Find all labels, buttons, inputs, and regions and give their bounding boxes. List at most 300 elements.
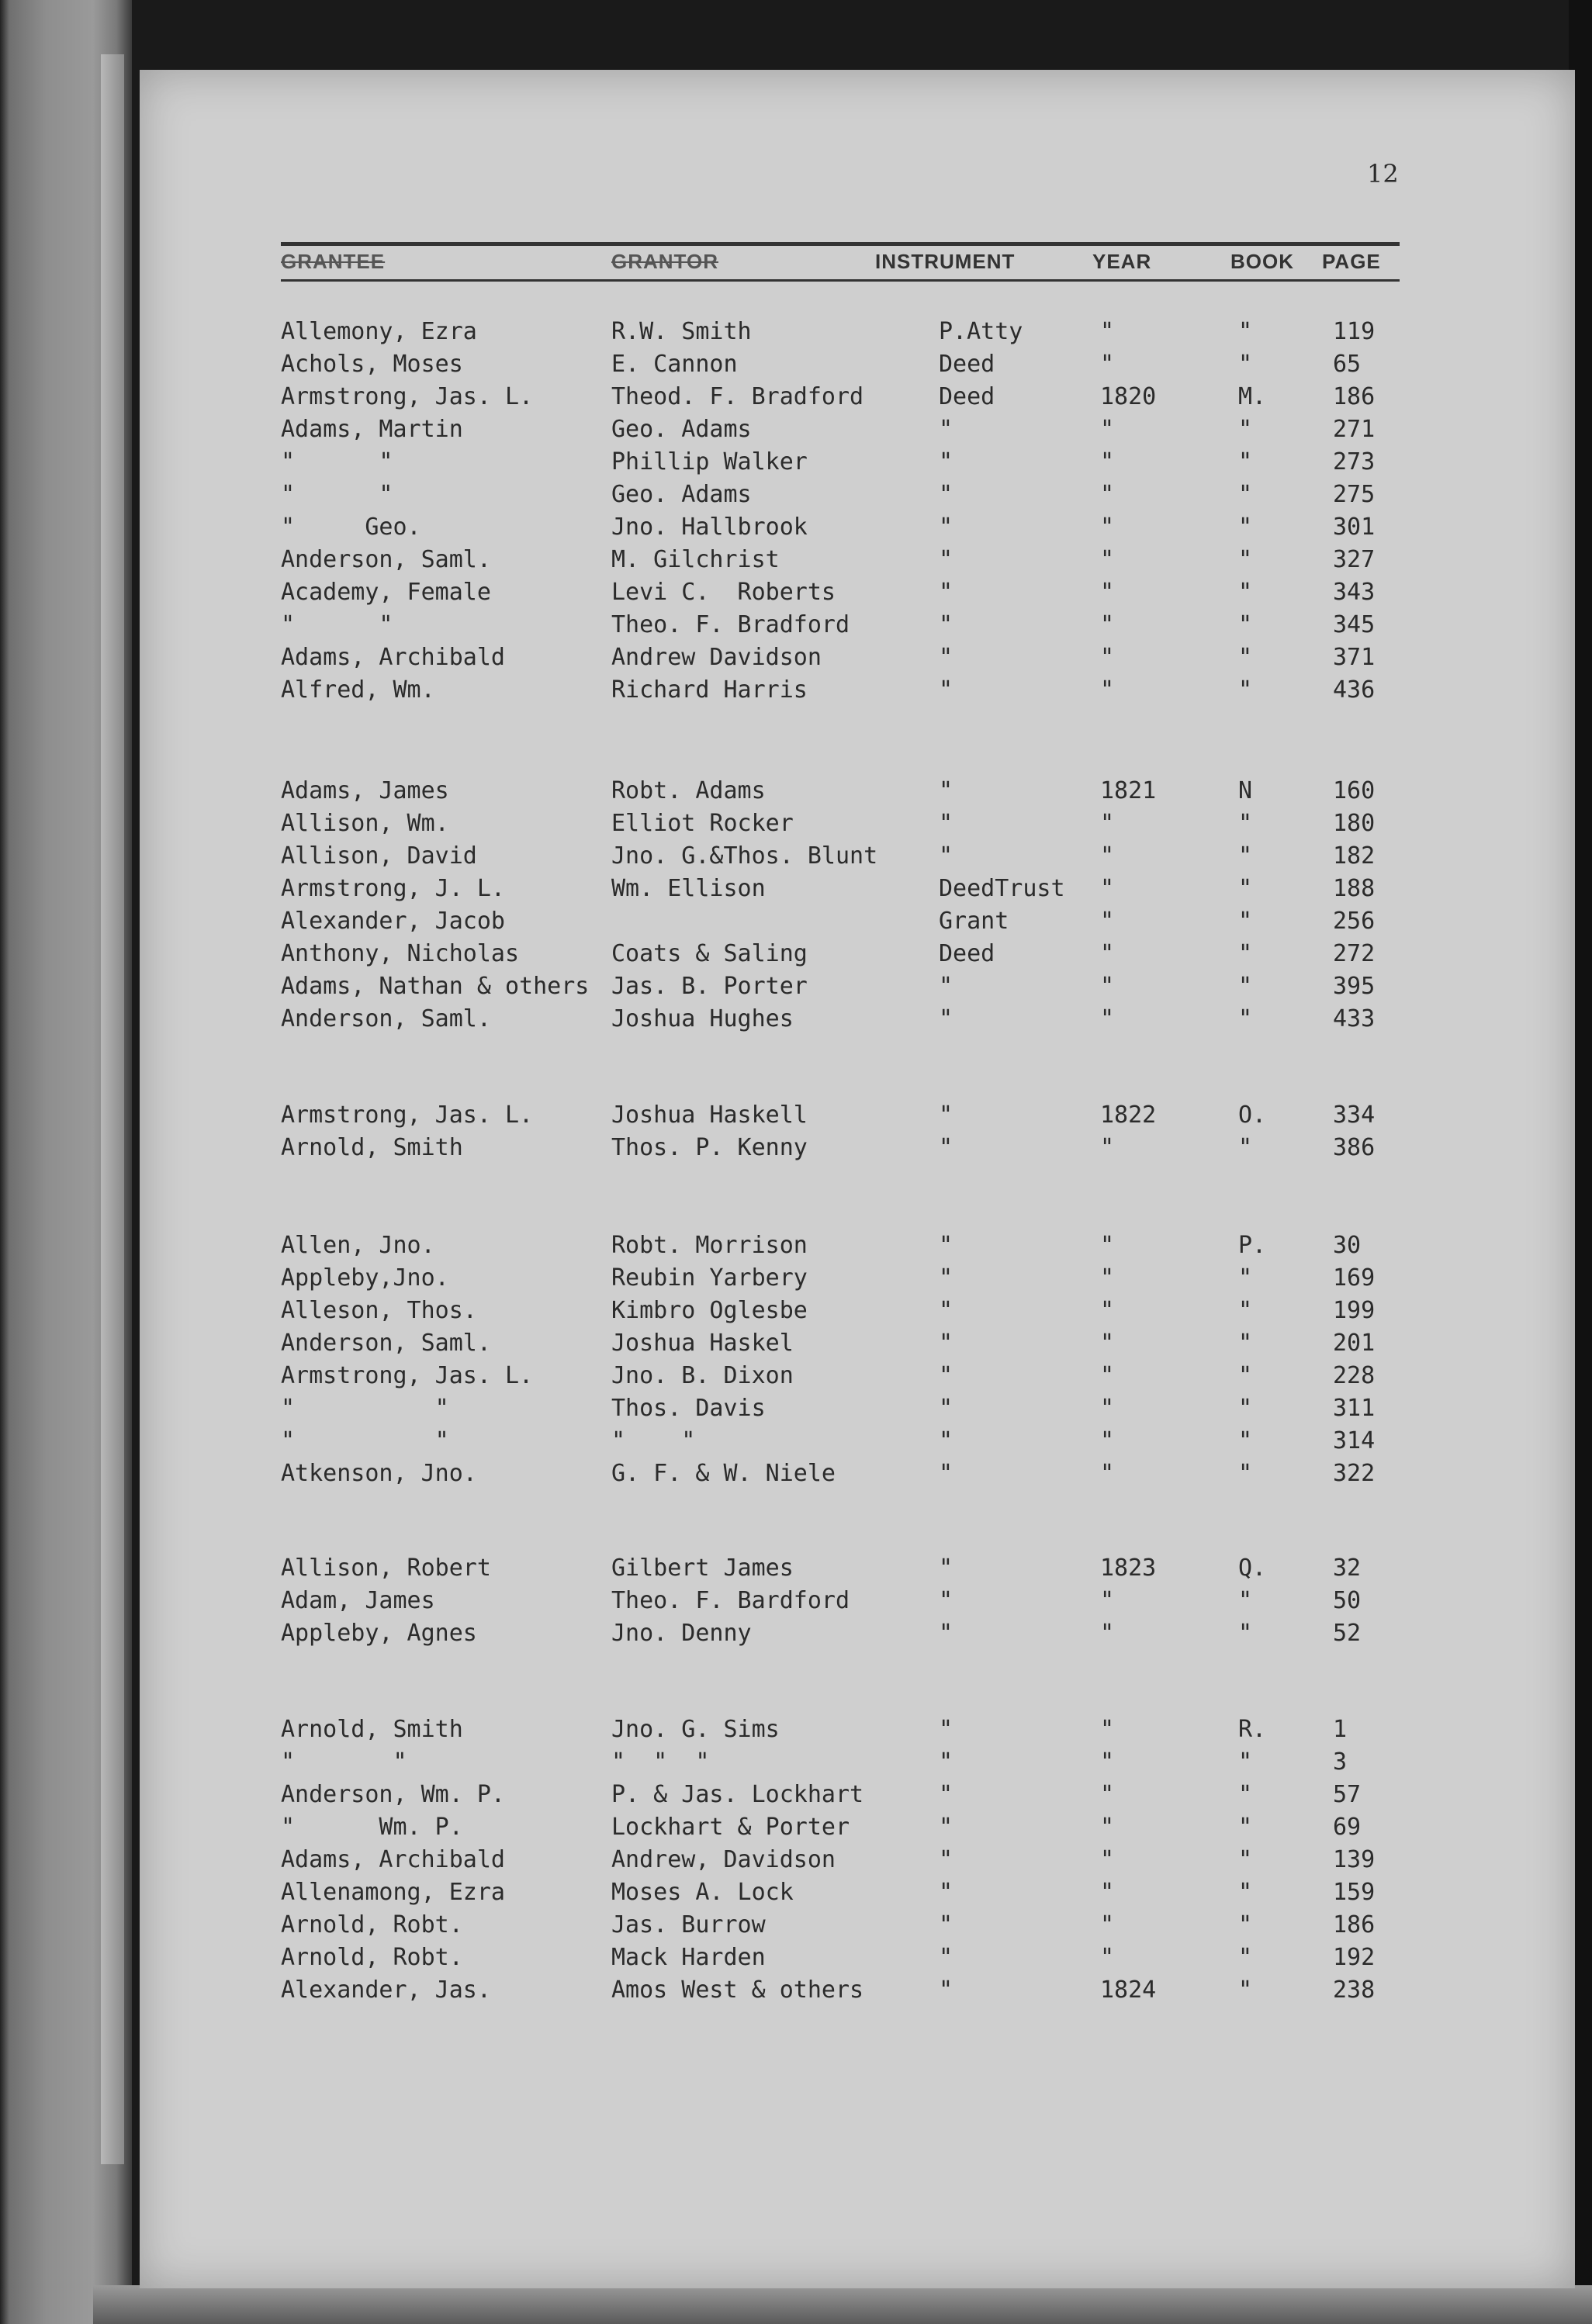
cell-year: ": [1100, 1330, 1115, 1357]
cell-grantor: Jno. G.&Thos. Blunt: [611, 842, 878, 870]
table-row: [0, 1460, 1435, 1491]
cell-year: ": [1100, 810, 1115, 837]
cell-instrument: ": [939, 1232, 953, 1259]
cell-year: ": [1100, 1427, 1115, 1454]
cell-grantor: M. Gilchrist: [611, 546, 780, 573]
table-row: [0, 1911, 1435, 1942]
cell-book: ": [1238, 416, 1253, 443]
cell-page: 30: [1333, 1232, 1362, 1259]
cell-grantee: Achols, Moses: [281, 351, 463, 378]
cell-year: ": [1100, 842, 1115, 870]
cell-grantor: Jas. Burrow: [611, 1911, 766, 1938]
cell-book: ": [1238, 579, 1253, 606]
cell-instrument: ": [939, 1879, 953, 1906]
cell-book: ": [1238, 1427, 1253, 1454]
cell-page: 314: [1333, 1427, 1376, 1454]
cell-instrument: ": [939, 611, 953, 638]
cell-year: ": [1100, 1587, 1115, 1614]
cell-grantee: Adams, James: [281, 777, 449, 804]
table-row: [0, 1976, 1435, 2008]
cell-grantee: Adams, Archibald: [281, 1846, 505, 1873]
cell-grantor: Andrew Davidson: [611, 644, 822, 671]
cell-book: ": [1238, 1976, 1253, 2004]
table-row: [0, 842, 1435, 873]
table-row: [0, 514, 1435, 545]
cell-book: ": [1238, 1134, 1253, 1161]
table-row: [0, 546, 1435, 577]
cell-book: ": [1238, 1587, 1253, 1614]
cell-page: 322: [1333, 1460, 1376, 1487]
cell-page: 327: [1333, 546, 1376, 573]
cell-grantee: Alexander, Jas.: [281, 1976, 491, 2004]
cell-instrument: ": [939, 1620, 953, 1647]
cell-year: 1822: [1100, 1101, 1157, 1129]
cell-grantee: " ": [281, 481, 393, 508]
cell-grantor: Amos West & others: [611, 1976, 864, 2004]
cell-grantee: Allison, Robert: [281, 1555, 491, 1582]
cell-page: 69: [1333, 1814, 1362, 1841]
cell-page: 201: [1333, 1330, 1376, 1357]
cell-grantor: Joshua Hughes: [611, 1005, 794, 1032]
cell-grantee: Academy, Female: [281, 579, 491, 606]
table-row: [0, 318, 1435, 349]
cell-book: N: [1238, 777, 1253, 804]
table-row: [0, 1005, 1435, 1036]
cell-page: 334: [1333, 1101, 1376, 1129]
cell-instrument: ": [939, 1330, 953, 1357]
cell-grantor: Geo. Adams: [611, 481, 752, 508]
cell-book: ": [1238, 908, 1253, 935]
cell-grantee: Arnold, Smith: [281, 1134, 463, 1161]
table-row: [0, 1814, 1435, 1845]
cell-book: ": [1238, 1620, 1253, 1647]
cell-grantee: Alleson, Thos.: [281, 1297, 477, 1324]
cell-page: 119: [1333, 318, 1376, 345]
cell-book: ": [1238, 973, 1253, 1000]
cell-page: 57: [1333, 1781, 1362, 1808]
cell-grantee: Armstrong, Jas. L.: [281, 1101, 534, 1129]
cell-year: ": [1100, 1781, 1115, 1808]
cell-grantee: Appleby, Agnes: [281, 1620, 477, 1647]
cell-grantor: Coats & Saling: [611, 940, 808, 967]
cell-grantor: Jno. Hallbrook: [611, 514, 808, 541]
cell-grantor: Robt. Adams: [611, 777, 766, 804]
cell-grantor: P. & Jas. Lockhart: [611, 1781, 864, 1808]
cell-book: ": [1238, 1814, 1253, 1841]
cell-grantee: " ": [281, 1427, 449, 1454]
table-row: [0, 611, 1435, 642]
cell-page: 343: [1333, 579, 1376, 606]
cell-grantor: Richard Harris: [611, 676, 808, 704]
page-number: 12: [1367, 159, 1399, 188]
cell-page: 3: [1333, 1748, 1348, 1776]
cell-grantor: Theod. F. Bradford: [611, 383, 864, 410]
cell-year: ": [1100, 579, 1115, 606]
cell-grantee: " ": [281, 448, 393, 476]
cell-grantor: E. Cannon: [611, 351, 738, 378]
cell-grantee: " ": [281, 1395, 449, 1422]
header-year: YEAR: [1092, 250, 1152, 273]
table-row: [0, 416, 1435, 447]
cell-instrument: ": [939, 676, 953, 704]
cell-year: ": [1100, 1264, 1115, 1292]
cell-year: ": [1100, 1232, 1115, 1259]
cell-year: ": [1100, 644, 1115, 671]
cell-year: ": [1100, 875, 1115, 902]
cell-page: 1: [1333, 1716, 1348, 1743]
cell-grantor: Phillip Walker: [611, 448, 808, 476]
cell-year: ": [1100, 1134, 1115, 1161]
cell-year: ": [1100, 940, 1115, 967]
cell-book: ": [1238, 514, 1253, 541]
cell-grantee: Appleby,Jno.: [281, 1264, 449, 1292]
cell-book: ": [1238, 1748, 1253, 1776]
cell-grantor: Geo. Adams: [611, 416, 752, 443]
cell-year: ": [1100, 546, 1115, 573]
cell-grantee: " ": [281, 1748, 407, 1776]
cell-book: M.: [1238, 383, 1267, 410]
header-page: PAGE: [1322, 250, 1381, 273]
cell-year: ": [1100, 1944, 1115, 1971]
cell-year: 1823: [1100, 1555, 1157, 1582]
cell-page: 311: [1333, 1395, 1376, 1422]
cell-instrument: ": [939, 1460, 953, 1487]
cell-instrument: ": [939, 1781, 953, 1808]
table-row: [0, 1264, 1435, 1295]
cell-year: ": [1100, 1005, 1115, 1032]
cell-book: ": [1238, 351, 1253, 378]
header-book: BOOK: [1230, 250, 1294, 273]
cell-instrument: ": [939, 1555, 953, 1582]
cell-grantee: Adams, Martin: [281, 416, 463, 443]
cell-grantee: Adam, James: [281, 1587, 435, 1614]
cell-grantor: Levi C. Roberts: [611, 579, 836, 606]
cell-year: ": [1100, 1911, 1115, 1938]
cell-grantor: Andrew, Davidson: [611, 1846, 836, 1873]
cell-book: ": [1238, 1944, 1253, 1971]
cell-instrument: ": [939, 1101, 953, 1129]
cell-grantee: Allen, Jno.: [281, 1232, 435, 1259]
cell-grantee: Alexander, Jacob: [281, 908, 505, 935]
cell-grantee: Allison, Wm.: [281, 810, 449, 837]
table-row: [0, 777, 1435, 808]
cell-book: ": [1238, 1005, 1253, 1032]
cell-instrument: ": [939, 514, 953, 541]
cell-year: ": [1100, 973, 1115, 1000]
cell-year: ": [1100, 416, 1115, 443]
cell-book: ": [1238, 1781, 1253, 1808]
table-row: [0, 940, 1435, 971]
cell-instrument: Deed: [939, 383, 995, 410]
cell-year: ": [1100, 514, 1115, 541]
cell-grantor: Jas. B. Porter: [611, 973, 808, 1000]
cell-grantee: " ": [281, 611, 393, 638]
table-row: [0, 383, 1435, 414]
cell-instrument: ": [939, 1427, 953, 1454]
cell-page: 275: [1333, 481, 1376, 508]
cell-year: ": [1100, 1460, 1115, 1487]
table-row: [0, 810, 1435, 841]
cell-page: 182: [1333, 842, 1376, 870]
cell-page: 139: [1333, 1846, 1376, 1873]
cell-year: ": [1100, 481, 1115, 508]
cell-instrument: ": [939, 481, 953, 508]
cell-grantee: Anderson, Wm. P.: [281, 1781, 505, 1808]
cell-grantee: Allemony, Ezra: [281, 318, 477, 345]
cell-book: P.: [1238, 1232, 1267, 1259]
table-row: [0, 1555, 1435, 1586]
table-row: [0, 1781, 1435, 1812]
cell-grantor: Thos. P. Kenny: [611, 1134, 808, 1161]
cell-instrument: ": [939, 1297, 953, 1324]
cell-page: 345: [1333, 611, 1376, 638]
cell-page: 301: [1333, 514, 1376, 541]
cell-book: ": [1238, 1879, 1253, 1906]
cell-grantor: Joshua Haskell: [611, 1101, 808, 1129]
cell-grantee: Alfred, Wm.: [281, 676, 435, 704]
cell-grantor: G. F. & W. Niele: [611, 1460, 836, 1487]
cell-page: 271: [1333, 416, 1376, 443]
cell-book: ": [1238, 1911, 1253, 1938]
cell-book: ": [1238, 611, 1253, 638]
cell-year: ": [1100, 611, 1115, 638]
cell-grantee: Allenamong, Ezra: [281, 1879, 505, 1906]
cell-page: 186: [1333, 383, 1376, 410]
cell-instrument: ": [939, 1911, 953, 1938]
cell-instrument: ": [939, 1587, 953, 1614]
cell-instrument: ": [939, 1264, 953, 1292]
cell-instrument: ": [939, 1976, 953, 2004]
cell-book: ": [1238, 676, 1253, 704]
cell-grantee: Arnold, Robt.: [281, 1944, 463, 1971]
cell-instrument: ": [939, 416, 953, 443]
cell-instrument: P.Atty: [939, 318, 1023, 345]
cell-book: ": [1238, 1330, 1253, 1357]
cell-grantor: Moses A. Lock: [611, 1879, 794, 1906]
table-row: [0, 908, 1435, 939]
table-row: [0, 351, 1435, 382]
cell-book: ": [1238, 448, 1253, 476]
cell-grantor: Lockhart & Porter: [611, 1814, 850, 1841]
cell-instrument: ": [939, 842, 953, 870]
cell-book: ": [1238, 1846, 1253, 1873]
cell-instrument: ": [939, 1846, 953, 1873]
cell-book: O.: [1238, 1101, 1267, 1129]
cell-book: ": [1238, 1362, 1253, 1389]
cell-book: ": [1238, 1460, 1253, 1487]
table-row: [0, 1587, 1435, 1618]
cell-instrument: ": [939, 777, 953, 804]
cell-instrument: ": [939, 1716, 953, 1743]
cell-year: ": [1100, 318, 1115, 345]
cell-year: ": [1100, 1814, 1115, 1841]
table-row: [0, 1879, 1435, 1910]
cell-book: Q.: [1238, 1555, 1267, 1582]
cell-page: 192: [1333, 1944, 1376, 1971]
cell-grantor: Reubin Yarbery: [611, 1264, 808, 1292]
cell-page: 436: [1333, 676, 1376, 704]
table-row: [0, 676, 1435, 707]
cell-book: ": [1238, 1264, 1253, 1292]
cell-grantee: Armstrong, J. L.: [281, 875, 505, 902]
table-row: [0, 1620, 1435, 1651]
cell-year: ": [1100, 1620, 1115, 1647]
cell-grantor: Mack Harden: [611, 1944, 766, 1971]
table-row: [0, 644, 1435, 675]
cell-instrument: ": [939, 1134, 953, 1161]
cell-year: 1821: [1100, 777, 1157, 804]
cell-grantee: Armstrong, Jas. L.: [281, 383, 534, 410]
cell-instrument: Grant: [939, 908, 1009, 935]
cell-grantor: " ": [611, 1427, 696, 1454]
cell-instrument: ": [939, 1005, 953, 1032]
header-rule-top: [281, 242, 1400, 246]
cell-year: ": [1100, 1395, 1115, 1422]
cell-grantee: " Geo.: [281, 514, 421, 541]
cell-page: 32: [1333, 1555, 1362, 1582]
cell-grantor: Wm. Ellison: [611, 875, 766, 902]
cell-grantor: Thos. Davis: [611, 1395, 766, 1422]
cell-instrument: ": [939, 810, 953, 837]
cell-year: ": [1100, 1716, 1115, 1743]
table-row: [0, 1330, 1435, 1361]
cell-year: ": [1100, 676, 1115, 704]
cell-book: ": [1238, 1297, 1253, 1324]
cell-instrument: ": [939, 1814, 953, 1841]
cell-page: 228: [1333, 1362, 1376, 1389]
header-grantor: GRANTOR: [611, 250, 718, 273]
cell-grantee: Adams, Archibald: [281, 644, 505, 671]
cell-grantor: R.W. Smith: [611, 318, 752, 345]
cell-instrument: ": [939, 1395, 953, 1422]
cell-book: ": [1238, 1395, 1253, 1422]
table-row: [0, 448, 1435, 479]
cell-book: ": [1238, 875, 1253, 902]
table-row: [0, 1748, 1435, 1779]
cell-grantor: Jno. Denny: [611, 1620, 752, 1647]
header-rule-bottom: [281, 279, 1400, 282]
table-row: [0, 1134, 1435, 1165]
cell-page: 188: [1333, 875, 1376, 902]
cell-grantee: Arnold, Smith: [281, 1716, 463, 1743]
cell-grantee: Arnold, Robt.: [281, 1911, 463, 1938]
cell-grantee: Anderson, Saml.: [281, 1330, 491, 1357]
cell-instrument: Deed: [939, 351, 995, 378]
cell-page: 371: [1333, 644, 1376, 671]
cell-year: ": [1100, 448, 1115, 476]
cell-page: 180: [1333, 810, 1376, 837]
cell-book: ": [1238, 546, 1253, 573]
table-row: [0, 1232, 1435, 1263]
cell-year: ": [1100, 1748, 1115, 1776]
cell-year: ": [1100, 1846, 1115, 1873]
cell-page: 395: [1333, 973, 1376, 1000]
cell-instrument: Deed: [939, 940, 995, 967]
header-grantee: GRANTEE: [281, 250, 386, 273]
cell-instrument: ": [939, 546, 953, 573]
cell-grantor: " " ": [611, 1748, 710, 1776]
cell-page: 199: [1333, 1297, 1376, 1324]
cell-grantee: Anderson, Saml.: [281, 1005, 491, 1032]
cell-instrument: ": [939, 1748, 953, 1776]
cell-year: ": [1100, 1297, 1115, 1324]
cell-grantor: Kimbro Oglesbe: [611, 1297, 808, 1324]
cell-grantee: Adams, Nathan & others: [281, 973, 590, 1000]
cell-book: ": [1238, 481, 1253, 508]
cell-grantee: Anthony, Nicholas: [281, 940, 520, 967]
cell-page: 159: [1333, 1879, 1376, 1906]
cell-grantor: Gilbert James: [611, 1555, 794, 1582]
cell-instrument: ": [939, 644, 953, 671]
cell-grantor: Joshua Haskel: [611, 1330, 794, 1357]
cell-page: 386: [1333, 1134, 1376, 1161]
cell-year: ": [1100, 1362, 1115, 1389]
cell-instrument: ": [939, 579, 953, 606]
cell-year: ": [1100, 351, 1115, 378]
cell-book: ": [1238, 842, 1253, 870]
cell-year: ": [1100, 1879, 1115, 1906]
cell-page: 272: [1333, 940, 1376, 967]
cell-grantee: Allison, David: [281, 842, 477, 870]
cell-grantor: Theo. F. Bradford: [611, 611, 850, 638]
table-row: [0, 973, 1435, 1004]
cell-page: 160: [1333, 777, 1376, 804]
cell-page: 433: [1333, 1005, 1376, 1032]
header-instrument: INSTRUMENT: [875, 250, 1016, 273]
table-row: [0, 1427, 1435, 1458]
cell-book: R.: [1238, 1716, 1267, 1743]
table-row: [0, 875, 1435, 906]
cell-grantee: Armstrong, Jas. L.: [281, 1362, 534, 1389]
cell-page: 169: [1333, 1264, 1376, 1292]
cell-page: 238: [1333, 1976, 1376, 2004]
cell-grantor: Jno. G. Sims: [611, 1716, 780, 1743]
cell-instrument: ": [939, 448, 953, 476]
table-row: [0, 1101, 1435, 1133]
cell-page: 65: [1333, 351, 1362, 378]
cell-grantor: Theo. F. Bardford: [611, 1587, 850, 1614]
table-row: [0, 1944, 1435, 1975]
cell-book: ": [1238, 940, 1253, 967]
table-row: [0, 1297, 1435, 1328]
table-row: [0, 1846, 1435, 1877]
cell-grantee: Anderson, Saml.: [281, 546, 491, 573]
cell-grantee: Atkenson, Jno.: [281, 1460, 477, 1487]
cell-grantor: Elliot Rocker: [611, 810, 794, 837]
cell-year: 1820: [1100, 383, 1157, 410]
cell-book: ": [1238, 318, 1253, 345]
cell-grantor: Jno. B. Dixon: [611, 1362, 794, 1389]
cell-page: 50: [1333, 1587, 1362, 1614]
table-row: [0, 481, 1435, 512]
cell-instrument: DeedTrust: [939, 875, 1065, 902]
cell-instrument: ": [939, 1362, 953, 1389]
cell-book: ": [1238, 644, 1253, 671]
cell-grantee: " Wm. P.: [281, 1814, 463, 1841]
cell-page: 273: [1333, 448, 1376, 476]
cell-grantor: Robt. Morrison: [611, 1232, 808, 1259]
table-row: [0, 1395, 1435, 1426]
cell-year: 1824: [1100, 1976, 1157, 2004]
cell-page: 52: [1333, 1620, 1362, 1647]
table-row: [0, 1362, 1435, 1393]
cell-page: 186: [1333, 1911, 1376, 1938]
bottom-border: [93, 2285, 1592, 2324]
cell-instrument: ": [939, 973, 953, 1000]
cell-book: ": [1238, 810, 1253, 837]
cell-year: ": [1100, 908, 1115, 935]
cell-instrument: ": [939, 1944, 953, 1971]
